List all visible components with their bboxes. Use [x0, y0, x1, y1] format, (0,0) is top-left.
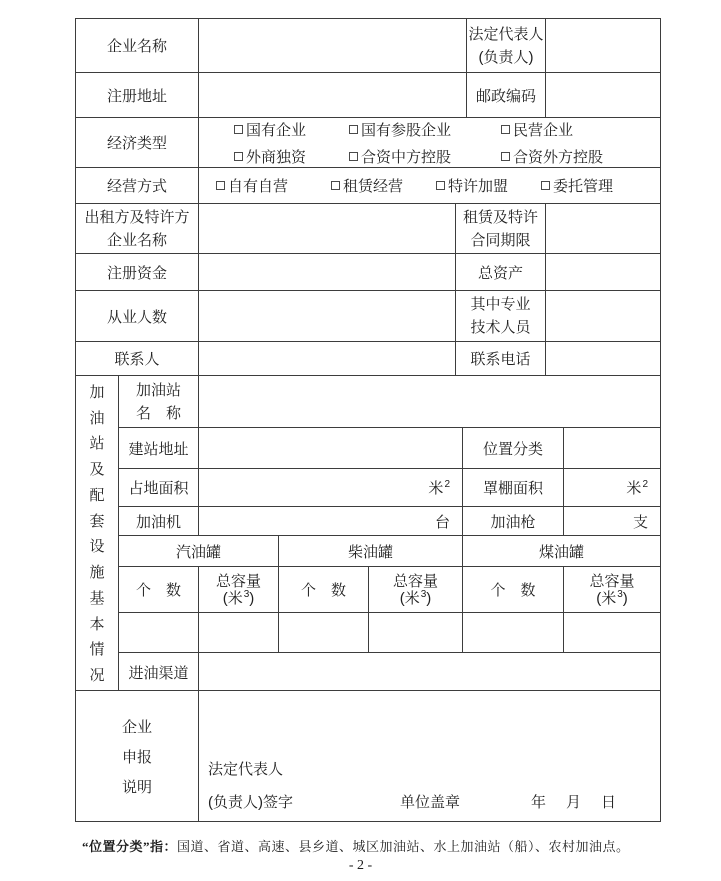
option-entrusted-management[interactable]: [541, 175, 613, 196]
kerosene-count-header: 个 数: [463, 567, 564, 612]
diesel-count-header: 个 数: [279, 567, 369, 612]
legal-rep-input[interactable]: [546, 19, 660, 72]
lease-term-input[interactable]: [546, 204, 660, 253]
label-line: 企业: [121, 718, 152, 736]
label-line: 企业名称: [106, 231, 167, 249]
lessor-name-input[interactable]: [199, 204, 456, 253]
row-station-name: [119, 376, 660, 428]
diesel-tank-header: 柴油罐: [279, 536, 463, 566]
declaration-label: [76, 691, 199, 821]
phone-label: 联系电话: [456, 342, 546, 375]
reg-address-input[interactable]: [199, 73, 467, 117]
reg-address-label: 注册地址: [76, 73, 199, 117]
vertical-char: 施: [89, 564, 105, 582]
label-line: 加油站: [135, 381, 181, 399]
postal-code-label: 邮政编码: [467, 73, 546, 117]
station-section: [76, 376, 660, 691]
unit-label: 支: [632, 513, 648, 531]
row-lessor: [76, 204, 660, 254]
month-label: 月: [565, 794, 581, 811]
economic-type-label: 经济类型: [76, 118, 199, 167]
label-line: 说明: [121, 778, 152, 796]
vertical-char: 油: [89, 409, 105, 427]
nozzle-count-input[interactable]: [564, 507, 660, 535]
row-employees: [76, 291, 660, 342]
station-name-label: [119, 376, 199, 427]
row-company-name: [76, 19, 660, 73]
registration-form-table: [75, 18, 661, 822]
label-line: 出租方及特许方: [84, 208, 190, 226]
checkbox-icon[interactable]: [216, 181, 225, 190]
option-foreign-wholly-owned[interactable]: [234, 146, 349, 167]
nozzle-label: 加油枪: [463, 507, 564, 535]
option-label: 国有参股企业: [361, 121, 452, 139]
checkbox-icon[interactable]: [331, 181, 340, 190]
checkbox-icon[interactable]: [501, 152, 510, 161]
vertical-char: 况: [89, 667, 105, 685]
station-address-input[interactable]: [199, 428, 463, 468]
row-tank-values: [119, 613, 660, 653]
option-jv-chinese-controlled[interactable]: [349, 146, 501, 167]
label-line: 法定代表人: [468, 25, 544, 43]
company-name-input[interactable]: [199, 19, 467, 72]
gasoline-capacity-header: 总容量 (米$^3$): [199, 567, 279, 612]
footnote-body: 国道、省道、高速、县乡道、城区加油站、水上加油站（船）、农村加油点。: [177, 839, 630, 854]
gasoline-count-header: 个 数: [119, 567, 199, 612]
location-class-input[interactable]: [564, 428, 660, 468]
day-label: 日: [600, 794, 616, 811]
row-station-address: [119, 428, 660, 469]
business-mode-label: 经营方式: [76, 168, 199, 203]
vertical-char: 套: [89, 512, 105, 530]
option-label: 合资中方控股: [361, 148, 452, 166]
checkbox-icon[interactable]: [349, 152, 358, 161]
legal-rep-label: [467, 19, 546, 72]
technical-staff-label: [456, 291, 546, 341]
postal-code-input[interactable]: [546, 73, 660, 117]
date-labels: [531, 791, 660, 812]
option-jv-foreign-controlled[interactable]: [501, 146, 603, 167]
station-section-label: [76, 376, 119, 690]
row-tank-headers: [119, 536, 660, 567]
employees-label: 从业人数: [76, 291, 199, 341]
reg-capital-label: 注册资金: [76, 254, 199, 290]
option-lease-operation[interactable]: [331, 175, 436, 196]
row-business-mode: [76, 168, 660, 204]
canopy-area-input[interactable]: [564, 469, 660, 506]
gasoline-tank-capacity-input[interactable]: [199, 613, 279, 652]
vertical-char: 加: [89, 383, 105, 401]
unit-label: 米$^2$: [626, 479, 648, 497]
canopy-area-label: 罩棚面积: [463, 469, 564, 506]
option-label: 外商独资: [246, 148, 307, 166]
diesel-tank-capacity-input[interactable]: [369, 613, 463, 652]
unit-label: 台: [434, 513, 450, 531]
label-line: 租赁及特许: [462, 208, 538, 226]
supply-channel-input[interactable]: [199, 653, 660, 691]
legal-rep-sign-label-line1: 法定代表人: [208, 761, 284, 778]
technical-staff-input[interactable]: [546, 291, 660, 341]
checkbox-icon[interactable]: [234, 125, 243, 134]
row-area: [119, 469, 660, 507]
option-self-operated[interactable]: [216, 175, 331, 196]
land-area-input[interactable]: [199, 469, 463, 506]
option-label: 自有自营: [228, 178, 289, 195]
label-line: 合同期限: [470, 231, 531, 249]
option-label: 特许加盟: [448, 178, 509, 195]
option-state-shareholding[interactable]: [349, 119, 501, 140]
declaration-section: [76, 691, 660, 821]
business-mode-options: [199, 168, 660, 203]
lease-term-label: [456, 204, 546, 253]
label-line: (负责人): [478, 48, 534, 66]
gasoline-tank-header: 汽油罐: [119, 536, 279, 566]
total-assets-input[interactable]: [546, 254, 660, 290]
supply-channel-label: 进油渠道: [119, 653, 199, 691]
reg-capital-input[interactable]: [199, 254, 456, 290]
land-area-label: 占地面积: [119, 469, 199, 506]
kerosene-tank-count-input[interactable]: [463, 613, 564, 652]
label-line: 申报: [121, 748, 152, 766]
label-line: 名 称: [135, 404, 181, 422]
label-line: 其中专业: [470, 296, 531, 313]
employees-input[interactable]: [199, 291, 456, 341]
row-capital: [76, 254, 660, 291]
economic-options-row2: [234, 146, 660, 167]
kerosene-tank-header: 煤油罐: [538, 543, 584, 561]
company-name-label: 企业名称: [76, 19, 199, 72]
kerosene-tank-capacity-input[interactable]: [564, 613, 660, 652]
diesel-capacity-header: 总容量 (米$^3$): [369, 567, 463, 612]
economic-options-row1: [234, 119, 660, 140]
vertical-char: 本: [89, 615, 105, 633]
vertical-char: 配: [89, 486, 105, 504]
lessor-name-label: [76, 204, 199, 253]
row-supply-channel: [119, 653, 660, 691]
page-number: - 2 -: [348, 858, 373, 873]
vertical-char: 基: [89, 589, 105, 607]
vertical-char: 站: [89, 435, 105, 453]
checkbox-icon[interactable]: [349, 125, 358, 134]
gasoline-tank-count-input[interactable]: [119, 613, 199, 652]
unit-seal-label: 单位盖章: [400, 794, 461, 811]
station-name-input[interactable]: [199, 376, 660, 427]
vertical-char: 设: [89, 538, 105, 556]
footnote-prefix: “位置分类”指：: [82, 839, 178, 854]
diesel-tank-count-input[interactable]: [279, 613, 369, 652]
row-address: [76, 73, 660, 118]
location-class-label: 位置分类: [463, 428, 564, 468]
row-contact: [76, 342, 660, 376]
checkbox-icon[interactable]: [436, 181, 445, 190]
label-line: 技术人员: [470, 319, 531, 336]
total-assets-label: 总资产: [456, 254, 546, 290]
kerosene-capacity-header: 总容量 (米$^3$): [589, 572, 635, 607]
declaration-body[interactable]: [199, 691, 660, 821]
option-private[interactable]: [501, 119, 573, 140]
checkbox-icon[interactable]: [501, 125, 510, 134]
station-address-label: 建站地址: [119, 428, 199, 468]
checkbox-icon[interactable]: [234, 152, 243, 161]
option-label: 租赁经营: [343, 178, 404, 195]
checkbox-icon[interactable]: [541, 181, 550, 190]
contact-label: 联系人: [76, 342, 199, 375]
option-label: 委托管理: [553, 178, 614, 195]
option-label: 合资外方控股: [513, 148, 604, 166]
year-label: 年: [531, 794, 547, 811]
vertical-char: 及: [89, 461, 105, 479]
economic-type-options: [199, 118, 660, 167]
option-franchise[interactable]: [436, 175, 541, 196]
option-state-owned[interactable]: [234, 119, 349, 140]
row-dispensers: [119, 507, 660, 536]
phone-input[interactable]: [546, 342, 660, 375]
option-label: 民营企业: [513, 121, 574, 139]
row-tank-subheaders: [119, 567, 660, 613]
signature-row: [208, 791, 660, 812]
dispenser-count-input[interactable]: [199, 507, 463, 535]
dispenser-label: 加油机: [119, 507, 199, 535]
unit-label: 米$^2$: [428, 479, 450, 497]
location-class-footnote: [82, 836, 652, 855]
vertical-char: 情: [89, 641, 105, 659]
contact-input[interactable]: [199, 342, 456, 375]
option-label: 国有企业: [246, 121, 307, 139]
row-economic-type: [76, 118, 660, 168]
station-section-body: [119, 376, 660, 690]
legal-rep-sign-label-line2: (负责人)签字: [208, 794, 293, 811]
